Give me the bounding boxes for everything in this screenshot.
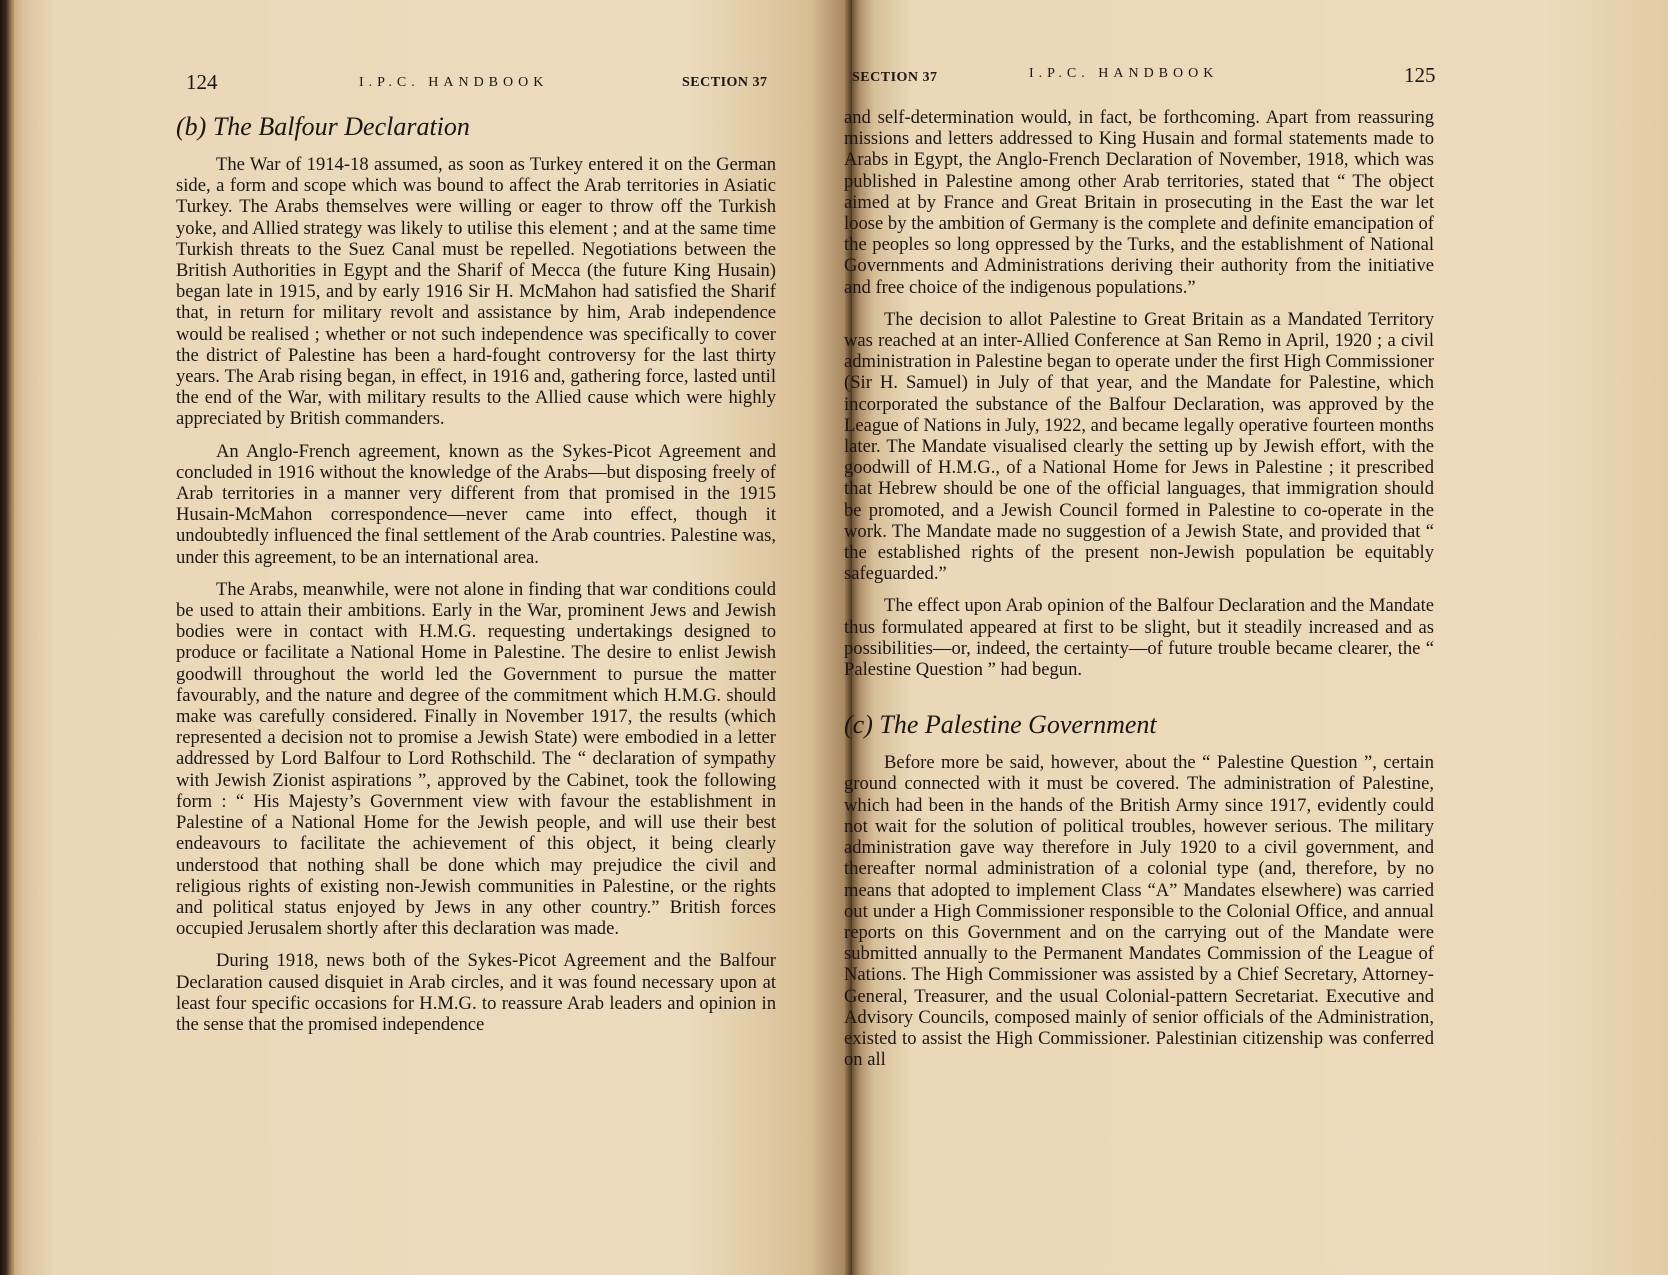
right-running-head: I.P.C. HANDBOOK xyxy=(1029,66,1219,81)
paragraph: Before more be said, however, about the “ Palestine Question ”, certain ground connected with it must be covered. The administration of Palestine, which had been in the hands of the British Army since 1917, evidently could not wait for the solution of political troubles, however serious. The military administration gave way therefore in July 1920 to a civil government, and thereafter normal administration of a colonial type (and, therefore, by no means that adopted to implement Class “A” Mandates elsewhere) was carried out under a High Commissioner responsible to the Colonial Office, and annual reports on this Government and on the carrying out of the Mandate were submitted annually to the Permanent Mandates Commission of the League of Nations. The High Commissioner was assisted by a Chief Secretary, Attorney-General, Treasurer, and the usual Colonial-pattern Secretariat. Executive and Advisory Councils, composed mainly of senior officials of the Administration, existed to assist the High Commissioner. Palestinian citizenship was conferred on all xyxy=(844,752,1434,1071)
left-text-column xyxy=(176,112,776,1046)
left-section-label: SECTION 37 xyxy=(682,75,768,90)
paragraph: The War of 1914-18 assumed, as soon as Turkey entered it on the German side, a form and scope which was bound to affect the Arab territories in Asiatic Turkey. The Arabs themselves were willing or eager to throw off the Turkish yoke, and Allied strategy was likely to utilise this element ; and at the same time Turkish threats to the Suez Canal must be repelled. Negotiations between the British Authorities in Egypt and the Sharif of Mecca (the future King Husain) began late in 1915, and by early 1916 Sir H. McMahon had satisfied the Sharif that, in return for military revolt and assistance by him, Arab independence would be realised ; whether or not such independence was specifically to cover the district of Palestine has been a hard-fought controversy for the last thirty years. The Arab rising began, in effect, in 1916 and, gathering force, lasted until the end of the War, with military results to the Allied cause which were highly appreciated by British commanders. xyxy=(176,154,776,430)
right-page-number: 125 xyxy=(1404,63,1436,87)
right-text-column xyxy=(844,107,1434,1081)
paragraph: The decision to allot Palestine to Great Britain as a Mandated Territory was reached at an inter-Allied Conference at San Remo in April, 1920 ; a civil administration in Palestine began to operate under the first High Commissioner (Sir H. Samuel) in July of that year, and the Mandate for Palestine, which incorporated the substance of the Balfour Declaration, was approved by the League of Nations in July, 1922, and became legally operative fourteen months later. The Mandate visualised clearly the setting up by Jewish effort, with the goodwill of H.M.G., of a National Home for Jews in Palestine ; it prescribed that Hebrew should be one of the official languages, that immigration should be promoted, and a Jewish Council formed in Palestine to co-operate in the work. The Mandate made no suggestion of a Jewish State, and provided that “ the established rights of the present non-Jewish population be equitably safeguarded.” xyxy=(844,308,1434,585)
paragraph: An Anglo-French agreement, known as the Sykes-Picot Agreement and concluded in 1916 without the knowledge of the Arabs—but disposing freely of Arab territories in a manner very different from that promised in the 1915 Husain-McMahon correspondence—never came into effect, though it undoubtedly influenced the final settlement of the Arab countries. Palestine was, under this agreement, to be an international area. xyxy=(176,440,776,568)
left-running-head: I.P.C. HANDBOOK xyxy=(359,75,549,90)
paragraph: The effect upon Arab opinion of the Balfour Declaration and the Mandate thus formulated appeared at first to be slight, but it steadily increased and as possibilities—or, indeed, the certainty—of future trouble became clearer, the “ Palestine Question ” had begun. xyxy=(844,595,1434,681)
right-page xyxy=(844,0,1668,1275)
section-heading-balfour: (b) The Balfour Declaration xyxy=(176,112,470,141)
right-section-label: SECTION 37 xyxy=(852,70,938,85)
left-page xyxy=(14,0,852,1275)
left-page-number: 124 xyxy=(186,70,218,94)
paragraph: and self-determination would, in fact, be forthcoming. Apart from reassuring missions and letters addressed to King Husain and formal statements made to Arabs in Egypt, the Anglo-French Declaration of November, 1918, which was published in Palestine among other Arab territories, stated that “ The object aimed at by France and Great Britain in prosecuting in the East the war let loose by the ambition of Germany is the complete and definite emancipation of the peoples so long oppressed by the Turks, and the establishment of National Governments and Administrations deriving their authority from the initiative and free choice of the indigenous populations.” xyxy=(844,107,1434,298)
paragraph: The Arabs, meanwhile, were not alone in finding that war conditions could be used to attain their ambitions. Early in the War, prominent Jews and Jewish bodies were in contact with H.M.G. requesting undertakings designed to produce or facilitate a National Home in Palestine. The desire to enlist Jewish goodwill throughout the world led the Government to pursue the matter favourably, and the nature and degree of the commitment which H.M.G. should make was carefully considered. Finally in November 1917, the results (which represented a decision not to promise a Jewish State) were embodied in a letter addressed by Lord Balfour to Lord Rothschild. The “ declaration of sympathy with Jewish Zionist aspirations ”, approved by the Cabinet, took the following form : “ His Majesty’s Government view with favour the establishment in Palestine of a National Home for the Jewish people, and will use their best endeavours to facilitate the achievement of this object, it being clearly understood that nothing shall be done which may prejudice the civil and religious rights of existing non-Jewish communities in Palestine, or the rights and political status enjoyed by Jews in any other country.” British forces occupied Jerusalem shortly after this declaration was made. xyxy=(176,578,776,940)
section-heading-palestine-government: (c) The Palestine Government xyxy=(844,710,1157,740)
paragraph: During 1918, news both of the Sykes-Picot Agreement and the Balfour Declaration caused disquiet in Arab circles, and it was found necessary upon at least four specific occasions for H.M.G. to reassure Arab leaders and opinion in the sense that the promised independence xyxy=(176,950,776,1035)
